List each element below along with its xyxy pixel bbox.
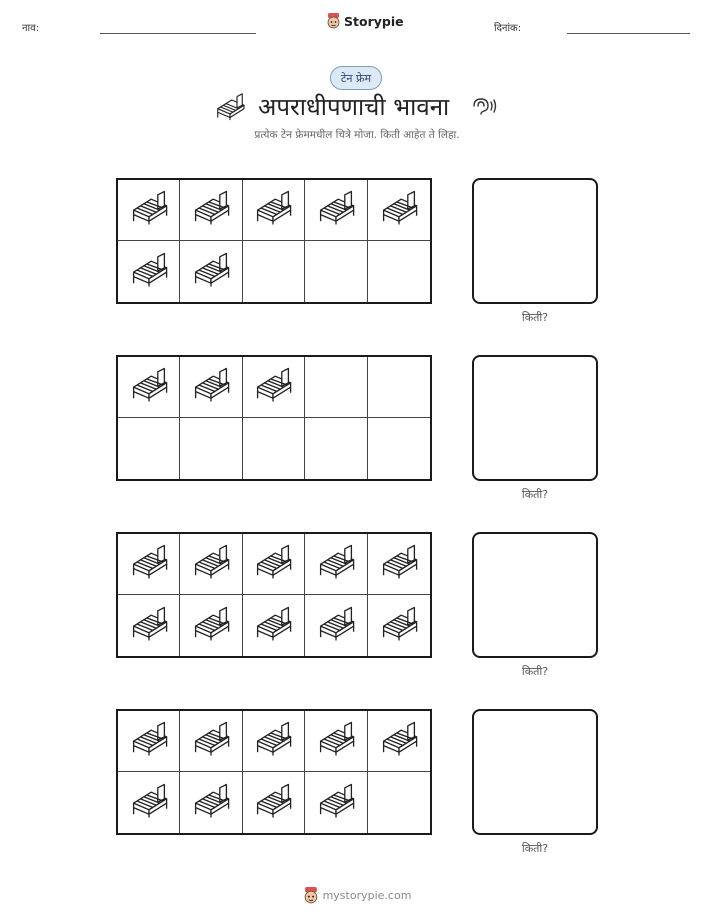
page-title: अपराधीपणाची भावना — [258, 93, 450, 121]
speaker-audio-icon[interactable] — [471, 96, 497, 116]
title-row — [0, 90, 714, 126]
bed-icon — [127, 367, 171, 407]
frame-cell — [243, 241, 305, 302]
frame-cell — [180, 711, 242, 772]
ten-frame-3 — [116, 532, 432, 658]
bed-icon — [377, 606, 421, 646]
frame-cell — [305, 241, 367, 302]
bed-icon — [251, 190, 295, 230]
frame-cell — [243, 711, 305, 772]
frame-cell — [368, 180, 430, 241]
frame-cell — [368, 357, 430, 418]
name-write-line[interactable] — [100, 33, 256, 34]
how-many-label-1: किती? — [521, 311, 549, 324]
frame-cell — [305, 534, 367, 595]
frame-cell — [118, 711, 180, 772]
footer-url[interactable]: mystorypie.com — [322, 889, 412, 902]
bed-icon — [377, 190, 421, 230]
bed-icon — [127, 190, 171, 230]
storypie-mascot-icon — [303, 887, 319, 904]
frame-cell — [243, 772, 305, 833]
bed-icon — [251, 783, 295, 823]
bed-icon — [127, 606, 171, 646]
bed-icon — [189, 367, 233, 407]
frame-cell — [305, 418, 367, 479]
bed-icon — [314, 783, 358, 823]
bed-icon — [314, 190, 358, 230]
answer-box-1[interactable] — [472, 178, 598, 304]
how-many-label-3: किती? — [521, 665, 549, 678]
bed-icon — [189, 544, 233, 584]
how-many-label-4: किती? — [521, 842, 549, 855]
frame-cell — [180, 534, 242, 595]
frame-cell — [243, 534, 305, 595]
answer-box-3[interactable] — [472, 532, 598, 658]
bed-icon — [251, 544, 295, 584]
how-many-label-2: किती? — [521, 488, 549, 501]
frame-cell — [118, 180, 180, 241]
frame-cell — [305, 711, 367, 772]
ten-frame-4 — [116, 709, 432, 835]
bed-icon — [251, 721, 295, 761]
frame-cell — [305, 357, 367, 418]
bed-icon — [189, 606, 233, 646]
bed-icon — [251, 367, 295, 407]
date-label: दिनांक: — [494, 23, 522, 34]
bed-icon — [127, 783, 171, 823]
answer-box-4[interactable] — [472, 709, 598, 835]
frame-cell — [180, 595, 242, 656]
frame-cell — [243, 595, 305, 656]
instructions: प्रत्येक टेन फ्रेममधील चित्रे मोजा. किती आहेत ते लिहा. — [254, 129, 460, 141]
frame-cell — [305, 595, 367, 656]
footer — [0, 887, 714, 904]
bed-icon — [189, 190, 233, 230]
bed-icon — [314, 606, 358, 646]
frame-cell — [180, 180, 242, 241]
frame-cell — [368, 711, 430, 772]
name-label: नाव: — [22, 23, 40, 34]
bed-icon — [212, 93, 248, 121]
frame-cell — [118, 357, 180, 418]
frame-cell — [243, 418, 305, 479]
bed-icon — [189, 721, 233, 761]
frame-cell — [368, 241, 430, 302]
answer-box-2[interactable] — [472, 355, 598, 481]
bed-icon — [314, 544, 358, 584]
frame-cell — [118, 534, 180, 595]
ten-frame-2 — [116, 355, 432, 481]
frame-cell — [305, 180, 367, 241]
brand-logo — [326, 13, 404, 29]
frame-cell — [118, 241, 180, 302]
ten-frame-1 — [116, 178, 432, 304]
frame-cell — [118, 418, 180, 479]
frame-cell — [243, 180, 305, 241]
bed-icon — [314, 721, 358, 761]
frame-cell — [180, 772, 242, 833]
frame-cell — [368, 534, 430, 595]
frame-cell — [243, 357, 305, 418]
frame-cell — [368, 418, 430, 479]
bed-icon — [189, 252, 233, 292]
bed-icon — [127, 252, 171, 292]
frame-cell — [368, 595, 430, 656]
frame-cell — [118, 772, 180, 833]
bed-icon — [127, 544, 171, 584]
frame-cell — [180, 357, 242, 418]
bed-icon — [189, 783, 233, 823]
bed-icon — [377, 544, 421, 584]
storypie-mascot-icon — [326, 13, 341, 29]
frame-cell — [118, 595, 180, 656]
frame-cell — [180, 241, 242, 302]
ten-frame-badge: टेन फ्रेम — [330, 66, 382, 90]
brand-name: Storypie — [344, 13, 404, 29]
bed-icon — [127, 721, 171, 761]
frame-cell — [305, 772, 367, 833]
bed-icon — [251, 606, 295, 646]
date-write-line[interactable] — [567, 33, 690, 34]
frame-cell — [368, 772, 430, 833]
bed-icon — [377, 721, 421, 761]
frame-cell — [180, 418, 242, 479]
